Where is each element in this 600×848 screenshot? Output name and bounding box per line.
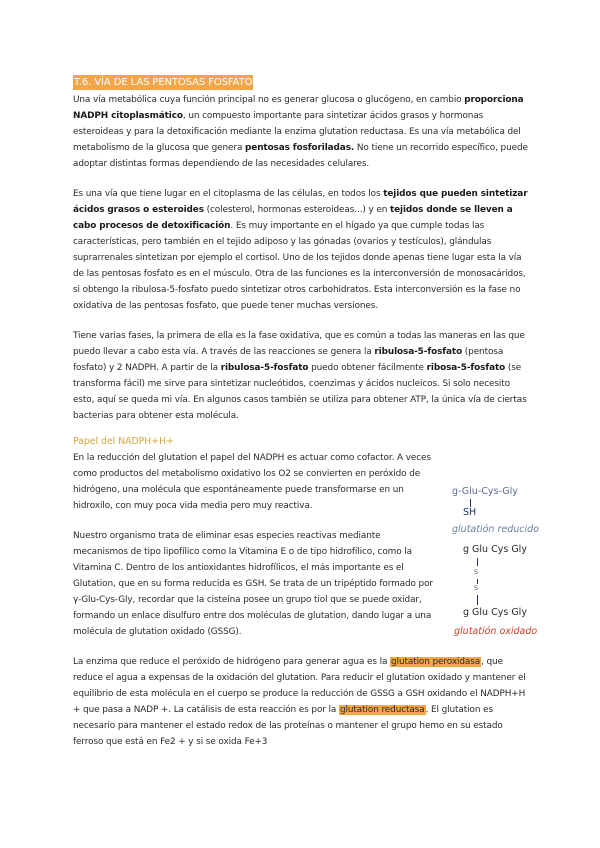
document-page [73,70,529,750]
bold-term: pentosas fosforiladas. [245,143,355,153]
text-run: En la reducción del glutation el papel del NADPH es actuar como cofactor. A veces como productos del metabolismo oxidativo los O2 se convierten en peróxido de hidrógeno, una molécula que espontáneamente puede transformarse en un hidroxilo, con muy poca vida media pero muy reactiva. [73,453,431,511]
glutathione-diagram [442,486,562,642]
sulfur-atom: S [474,568,479,576]
text-run: (colesterol, hormonas esteroideas...) y en [203,205,390,215]
bond-line [470,499,471,507]
text-run: , un compuesto importante para sintetizar ácidos grasos y hormonas esteroideas y para la detoxificación mediante la enzima glutation reductasa. Es una vía metabólica del metabolismo de la glucosa que genera [73,111,521,153]
bond-line [477,558,478,566]
sulfur-atom: S [474,584,479,592]
paragraph-location [73,186,529,314]
text-run: La enzima que reduce el peróxido de hidrógeno para generar agua es la [73,657,391,667]
bond-line [477,595,478,605]
oxidized-formula-top: g Glu Cys Gly [463,544,527,555]
text-run: (pentosa fosfato) y 2 NADPH. A partir de la [73,347,504,373]
reduced-label: glutatión reducido [452,524,539,535]
oxidized-formula-bottom: g Glu Cys Gly [463,607,527,618]
highlight-term: glutation peroxidasa [391,657,481,667]
oxidized-label: glutatión oxidado [454,626,538,637]
thiol-group: SH [463,507,477,518]
reduced-formula: g-Glu-Cys-Gly [452,486,518,497]
paragraph-antioxidants: Nuestro organismo trata de eliminar esas especies reactivas mediante mecanismos de tipo lipofílico como la Vitamina E o de tipo hidrofílico, como la Vitamina C. Dentro de los antioxidantes hidrofílicos, el más importante es el Glutation, que en su forma reducida es GSH. Se trata de un tripéptido formado por γ-Glu-Cys-Gly, recordar que la cisteína posee un grupo tiol que se puede oxidar, formando un enlace disulfuro entre dos moléculas de glutation, dando lugar a una molécula de glutation oxidado (GSSG). [73,531,433,637]
text-run: . El glutation es necesario para mantener el estado redox de las proteínas o mantener el grupo hemo en su estado ferroso que está en Fe2 + y si se oxida Fe+3 [73,705,503,747]
text-run: , que reduce el agua a expensas de la oxidación del glutation. Para reducir el glutation oxidado y mantener el equilibrio de esta molécula en el cuerpo se produce la reducción de GSSG a GSH oxidando el NADPH+H + que pasa a NADP +. La catálisis de esta reacción es por la [73,657,526,715]
paragraph-phases [73,328,529,424]
text-run: puedo obtener fácilmente [308,363,427,373]
text-run: Una vía metabólica cuya función principal no es generar glucosa o glucógeno, en cambio [73,95,465,105]
bold-term: ribulosa-5-fosfato [220,363,309,373]
paragraph-enzymes [73,654,529,750]
text-run: No tiene un recorrido específico, puede adoptar distintas formas dependiendo de las necesidades celulares. [73,143,528,169]
paragraph-nadph [73,450,433,514]
subsection-title: Papel del NADPH+H+ [73,436,174,447]
text-run: Es una vía que tiene lugar en el citoplasma de las células, en todos los [73,189,384,199]
bold-term: proporciona NADPH citoplasmático [73,95,524,121]
section-title: T.6. VÍA DE LAS PENTOSAS FOSFATO [74,77,253,88]
bold-term: ribulosa-5-fosfato [374,347,463,357]
text-run: (se transforma fácil) me sirve para sintetizar nucleótidos, coenzimas y ácidos nucleicos. Si solo necesito esto, aquí se queda mi vía. En algunos casos también se utiliza para obtener ATP, la única vía de ciertas bacterias para obtener esta molécula. [73,363,527,421]
text-run: Tiene varias fases, la primera de ella es la fase oxidativa, que es común a todas las maneras en las que puedo llevar a cabo esta vía. A través de las reacciones se genera la [73,331,525,357]
paragraph-intro [73,92,529,172]
bold-term: ribosa-5-fosfato [426,363,506,373]
bold-term: tejidos que pueden sintetizar ácidos grasos o esteroides [73,189,528,215]
highlight-term: glutation reductasa [339,705,425,715]
bold-term: tejidos donde se lleven a cabo procesos de detoxificación [73,205,513,231]
text-run: . Es muy importante en el hígado ya que cumple todas las características, pero también en el tejido adiposo y las gónadas (ovarios y testículos), glándulas suprarrenales sintetizan por ejemplo el cortisol. Uno de los tejidos donde apenas tiene lugar esta la vía de las pentosas fosfato es en el músculo. Otra de las funciones es la interconversión de monosacáridos, si obtengo la ribulosa-5-fosfato puedo sintetizar otros carbohidratos. Esta interconversión es la fase no oxidativa de las pentosas fosfato, que puede tener muchas versiones. [73,221,526,311]
